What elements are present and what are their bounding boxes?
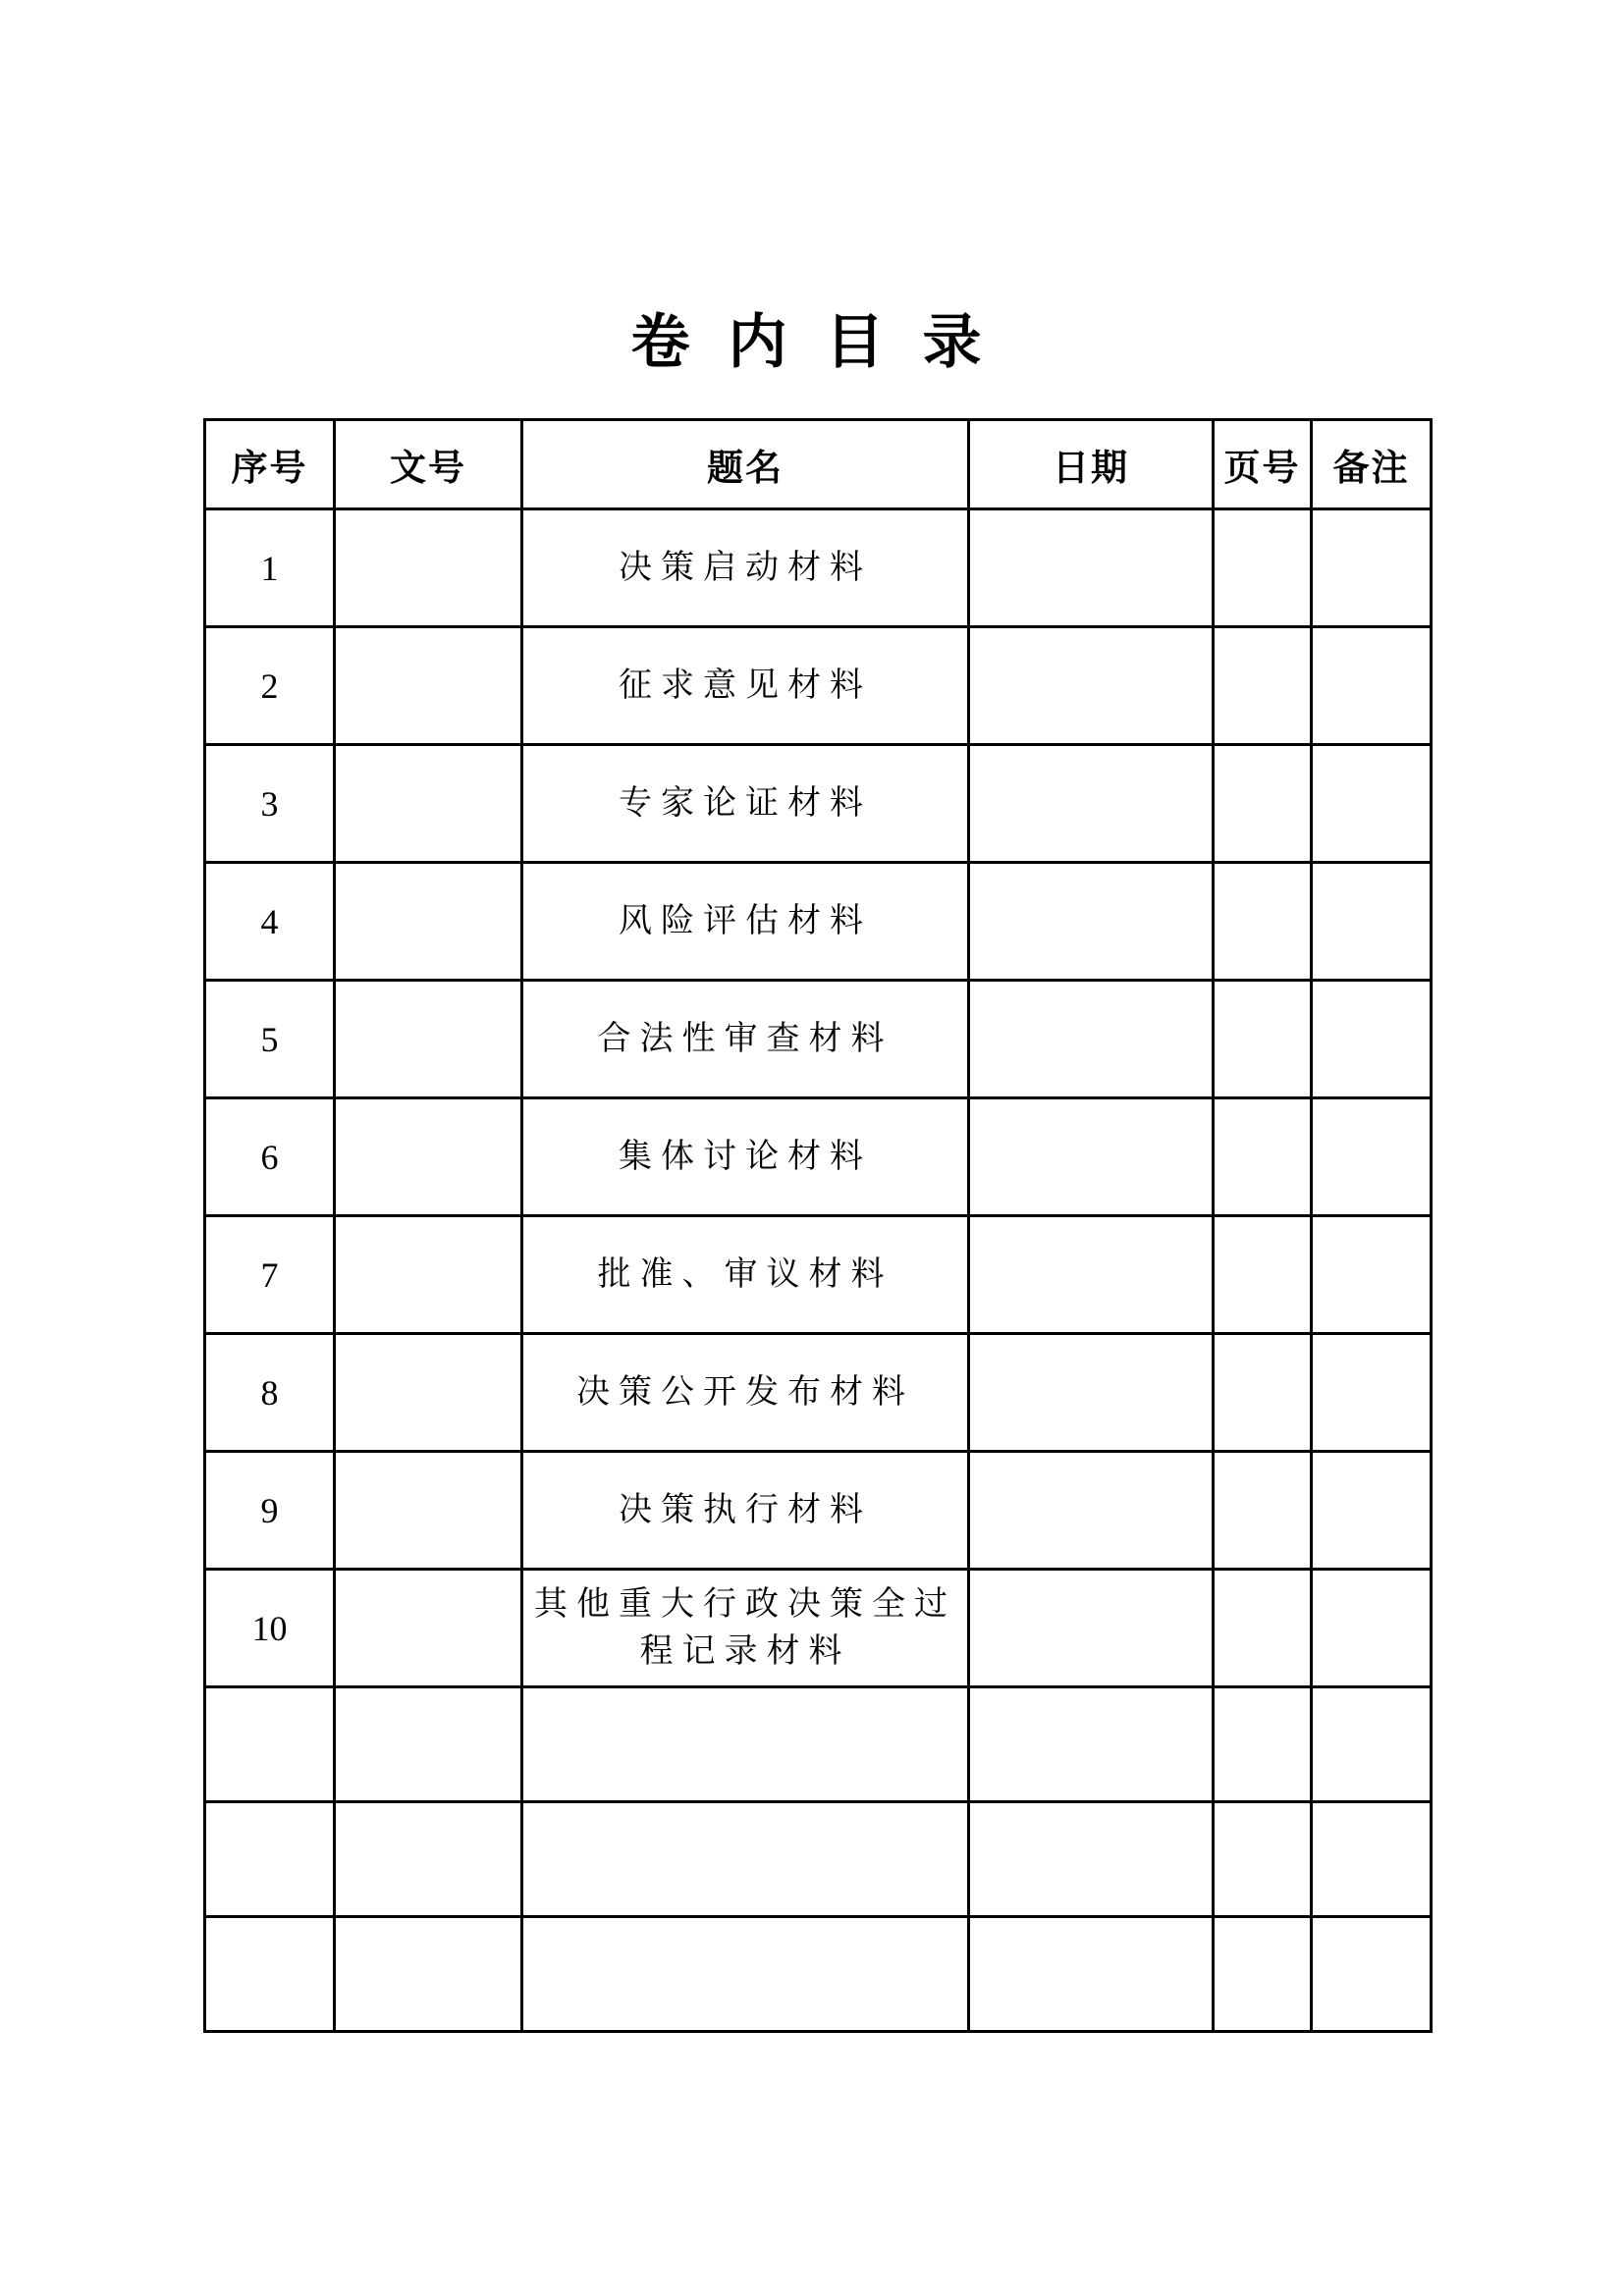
header-page-number: 页号 xyxy=(1214,420,1312,509)
header-date: 日期 xyxy=(969,420,1214,509)
table-row xyxy=(205,1802,1432,1917)
header-doc-number: 文号 xyxy=(335,420,522,509)
cell-page-number xyxy=(1214,1098,1312,1216)
cell-date xyxy=(969,1098,1214,1216)
cell-date xyxy=(969,1917,1214,2032)
cell-doc-number xyxy=(335,863,522,981)
cell-doc-number xyxy=(335,745,522,863)
cell-title: 决策启动材料 xyxy=(522,509,969,627)
cell-remark xyxy=(1312,1334,1432,1452)
cell-title xyxy=(522,1687,969,1802)
cell-title xyxy=(522,1802,969,1917)
cell-remark xyxy=(1312,1687,1432,1802)
cell-remark xyxy=(1312,981,1432,1098)
cell-doc-number xyxy=(335,981,522,1098)
cell-remark xyxy=(1312,627,1432,745)
cell-remark xyxy=(1312,1216,1432,1334)
table-row xyxy=(205,1687,1432,1802)
header-title: 题名 xyxy=(522,420,969,509)
table-row xyxy=(205,1216,1432,1334)
cell-date xyxy=(969,981,1214,1098)
cell-page-number xyxy=(1214,1802,1312,1917)
page-title: 卷 内 目 录 xyxy=(630,310,994,375)
cell-date xyxy=(969,1802,1214,1917)
cell-doc-number xyxy=(335,1334,522,1452)
table-row xyxy=(205,863,1432,981)
cell-seq: 3 xyxy=(205,745,335,863)
cell-page-number xyxy=(1214,863,1312,981)
cell-date xyxy=(969,1334,1214,1452)
header-seq: 序号 xyxy=(205,420,335,509)
cell-page-number xyxy=(1214,745,1312,863)
cell-date xyxy=(969,1216,1214,1334)
cell-doc-number xyxy=(335,1802,522,1917)
cell-seq: 6 xyxy=(205,1098,335,1216)
cell-remark xyxy=(1312,509,1432,627)
cell-page-number xyxy=(1214,1334,1312,1452)
cell-date xyxy=(969,1570,1214,1687)
cell-seq: 10 xyxy=(205,1570,335,1687)
cell-page-number xyxy=(1214,509,1312,627)
cell-title: 风险评估材料 xyxy=(522,863,969,981)
cell-date xyxy=(969,863,1214,981)
table-row xyxy=(205,745,1432,863)
table-row xyxy=(205,1098,1432,1216)
cell-title: 批准、审议材料 xyxy=(522,1216,969,1334)
cell-doc-number xyxy=(335,1452,522,1570)
cell-doc-number xyxy=(335,627,522,745)
cell-title: 其他重大行政决策全过程记录材料 xyxy=(522,1570,969,1687)
cell-page-number xyxy=(1214,981,1312,1098)
table-row xyxy=(205,981,1432,1098)
cell-remark xyxy=(1312,1098,1432,1216)
cell-seq: 9 xyxy=(205,1452,335,1570)
cell-page-number xyxy=(1214,1452,1312,1570)
cell-page-number xyxy=(1214,627,1312,745)
cell-doc-number xyxy=(335,1917,522,2032)
table-row xyxy=(205,627,1432,745)
cell-remark xyxy=(1312,863,1432,981)
cell-date xyxy=(969,1687,1214,1802)
cell-seq: 5 xyxy=(205,981,335,1098)
cell-seq: 1 xyxy=(205,509,335,627)
cell-remark xyxy=(1312,745,1432,863)
table-row xyxy=(205,509,1432,627)
cell-title: 决策公开发布材料 xyxy=(522,1334,969,1452)
cell-doc-number xyxy=(335,509,522,627)
cell-page-number xyxy=(1214,1216,1312,1334)
cell-title: 集体讨论材料 xyxy=(522,1098,969,1216)
cell-page-number xyxy=(1214,1917,1312,2032)
cell-title: 征求意见材料 xyxy=(522,627,969,745)
catalog-table xyxy=(203,418,1433,2033)
cell-page-number xyxy=(1214,1687,1312,1802)
cell-doc-number xyxy=(335,1098,522,1216)
cell-doc-number xyxy=(335,1216,522,1334)
cell-date xyxy=(969,1452,1214,1570)
cell-title: 决策执行材料 xyxy=(522,1452,969,1570)
cell-remark xyxy=(1312,1917,1432,2032)
cell-seq: 8 xyxy=(205,1334,335,1452)
cell-seq: 2 xyxy=(205,627,335,745)
cell-date xyxy=(969,745,1214,863)
cell-remark xyxy=(1312,1802,1432,1917)
cell-seq xyxy=(205,1917,335,2032)
cell-page-number xyxy=(1214,1570,1312,1687)
cell-seq: 4 xyxy=(205,863,335,981)
cell-doc-number xyxy=(335,1570,522,1687)
cell-date xyxy=(969,627,1214,745)
cell-doc-number xyxy=(335,1687,522,1802)
cell-title: 专家论证材料 xyxy=(522,745,969,863)
cell-date xyxy=(969,509,1214,627)
cell-title: 合法性审查材料 xyxy=(522,981,969,1098)
cell-seq xyxy=(205,1802,335,1917)
cell-remark xyxy=(1312,1452,1432,1570)
table-row xyxy=(205,1917,1432,2032)
cell-seq: 7 xyxy=(205,1216,335,1334)
table-row xyxy=(205,1334,1432,1452)
cell-remark xyxy=(1312,1570,1432,1687)
table-row xyxy=(205,1452,1432,1570)
table-header-row xyxy=(205,420,1432,509)
table-row xyxy=(205,1570,1432,1687)
cell-title xyxy=(522,1917,969,2032)
cell-seq xyxy=(205,1687,335,1802)
header-remark: 备注 xyxy=(1312,420,1432,509)
